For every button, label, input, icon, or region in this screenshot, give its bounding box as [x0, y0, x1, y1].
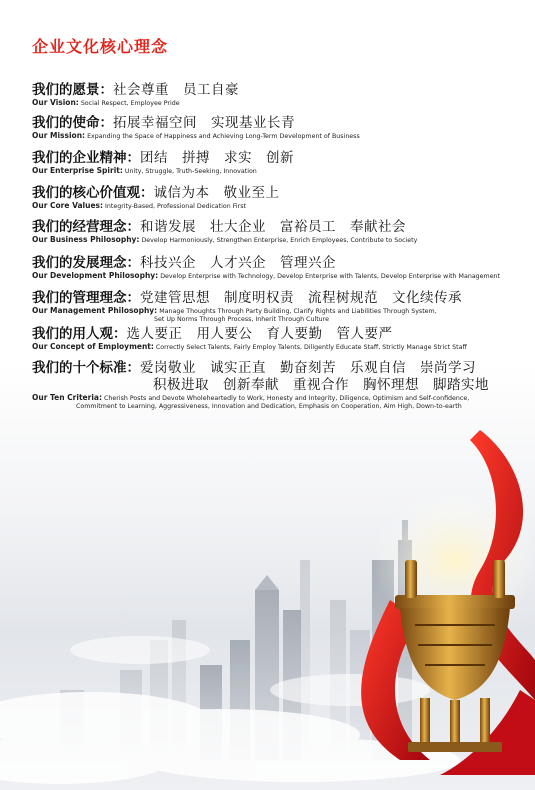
spirit-en-value: Unity, Struggle, Truth-Seeking, Innovation — [124, 168, 257, 175]
spirit-value: 团结 拼搏 求实 创新 — [140, 150, 294, 166]
spirit-en-label: Our Enterprise Spirit: — [32, 166, 123, 175]
core-values-en-label: Our Core Values: — [32, 201, 103, 210]
business-value: 和谐发展 壮大企业 富裕员工 奉献社会 — [140, 219, 406, 235]
core-values-label: 我们的核心价值观： — [32, 185, 154, 201]
section-core-values — [32, 185, 280, 211]
mission-value: 拓展幸福空间 实现基业长青 — [113, 115, 295, 131]
criteria-value-2: 积极进取 创新奉献 重视合作 胸怀理想 脚踏实地 — [153, 377, 489, 393]
business-label: 我们的经营理念： — [32, 219, 140, 235]
business-en-label: Our Business Philosophy: — [32, 235, 140, 244]
criteria-en-value: Cherish Posts and Devote Wholeheartedly to Work, Honesty and Integrity, Diligence, Optimism and Self-confidence, — [103, 395, 470, 402]
criteria-value: 爱岗敬业 诚实正直 勤奋刻苦 乐观自信 崇尚学习 — [140, 360, 476, 376]
development-en-label: Our Development Philosophy: — [32, 271, 159, 280]
mission-en-label: Our Mission: — [32, 131, 86, 140]
core-values-en-value: Integrity-Based, Professional Dedication First — [105, 203, 246, 210]
employment-en-label: Our Concept of Employment: — [32, 342, 154, 351]
management-en-value: Manage Thoughts Through Party Building, Clarify Rights and Liabilities Through System, — [159, 308, 437, 315]
employment-en-value: Correctly Select Talents, Fairly Employ Talents, Diligently Educate Staff, Strictly Manage Strict Staff — [155, 344, 467, 351]
core-values-value: 诚信为本 敬业至上 — [153, 185, 280, 201]
management-en-label: Our Management Philosophy: — [32, 306, 158, 315]
section-employment-concept — [32, 326, 467, 352]
section-development-philosophy — [32, 255, 500, 281]
employment-value: 选人要正 用人要公 育人要勤 管人要严 — [126, 326, 393, 342]
employment-label: 我们的用人观： — [32, 326, 127, 342]
vision-en-label: Our Vision: — [32, 98, 79, 107]
mission-label: 我们的使命： — [32, 115, 113, 131]
criteria-label: 我们的十个标准： — [32, 360, 140, 376]
mission-en-value: Expanding the Space of Happiness and Achieving Long-Term Development of Business — [87, 133, 360, 140]
development-value: 科技兴企 人才兴企 管理兴企 — [140, 255, 336, 271]
development-en-value: Develop Enterprise with Technology, Develop Enterprise with Talents, Develop Enterprise with Management — [160, 273, 501, 280]
section-business-philosophy — [32, 219, 417, 245]
spirit-label: 我们的企业精神： — [32, 150, 140, 166]
section-ten-criteria — [32, 360, 489, 411]
section-mission — [32, 115, 360, 141]
management-en-value-2: Set Up Norms Through Process, Inherit Through Culture — [154, 316, 329, 323]
section-management-philosophy — [32, 290, 462, 324]
criteria-en-label: Our Ten Criteria: — [32, 393, 102, 402]
development-label: 我们的发展理念： — [32, 255, 140, 271]
vision-en-value: Social Respect, Employee Pride — [80, 100, 180, 107]
management-value: 党建管思想 制度明权责 流程树规范 文化续传承 — [140, 290, 462, 306]
section-vision — [32, 82, 239, 108]
business-en-value: Develop Harmoniously, Strengthen Enterprise, Enrich Employees, Contribute to Society — [141, 237, 418, 244]
management-label: 我们的管理理念： — [32, 290, 140, 306]
criteria-en-value-2: Commitment to Learning, Aggressiveness, Innovation and Dedication, Emphasis on Cooperation, Aim High, Down-to-earth — [76, 403, 462, 410]
page-title: 企业文化核心理念 — [32, 37, 169, 56]
section-enterprise-spirit — [32, 150, 294, 176]
vision-value: 社会尊重 员工自豪 — [113, 82, 239, 98]
vision-label: 我们的愿景： — [32, 82, 113, 98]
